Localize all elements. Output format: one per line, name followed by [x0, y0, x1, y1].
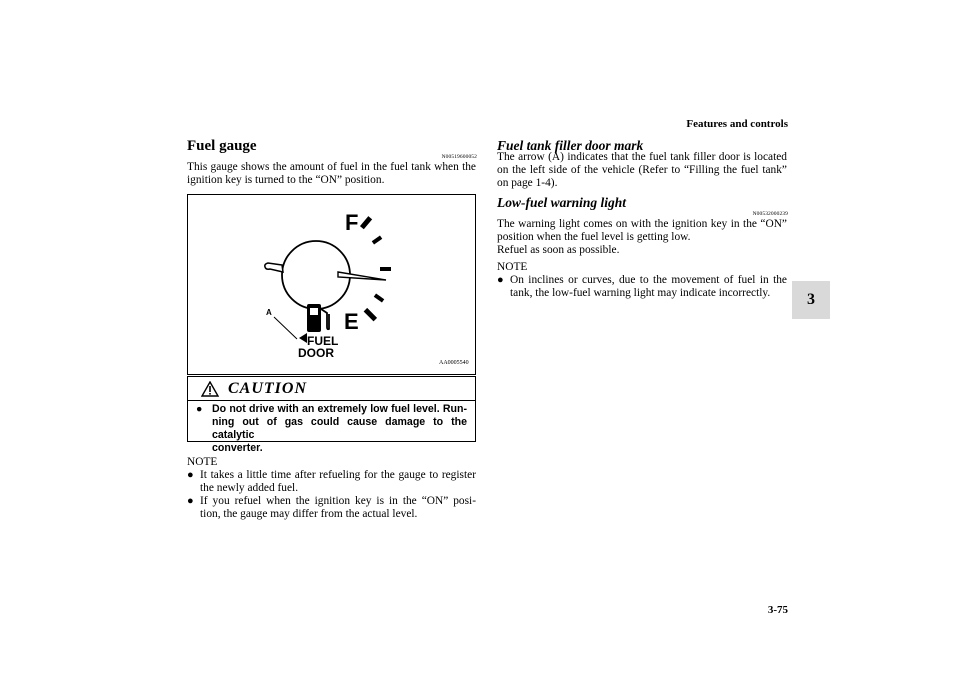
caution-line1: Do not drive with an extremely low fuel level. Run- [212, 403, 467, 415]
note-item [187, 495, 476, 521]
fuel-gauge-code: N00519600052 [441, 154, 477, 160]
low-fuel-line1: The warning light comes on with the ignition key in the “ON” [497, 218, 787, 230]
note-item [497, 274, 787, 300]
low-fuel-code: N00532000239 [752, 211, 788, 217]
note-line1: If you refuel when the ignition key is in the “ON” posi- [200, 495, 476, 507]
caution-divider [188, 400, 475, 401]
fuel-gauge-heading: Fuel gauge [187, 138, 257, 154]
fuel-gauge-intro-line2: ignition key is turned to the “ON” position. [187, 174, 385, 186]
bullet-icon: ● [187, 495, 194, 507]
caution-line3: converter. [212, 442, 263, 454]
fuel-gauge-figure [187, 194, 476, 375]
note-line2: tank, the low-fuel warning light may indicate incorrectly. [510, 287, 771, 300]
filler-line3: on page 1-4). [497, 177, 558, 189]
chapter-tab-number: 3 [807, 291, 815, 308]
figure-code: AA0005540 [439, 360, 469, 366]
fuel-door-arrow [299, 333, 307, 343]
low-fuel-heading: Low-fuel warning light [497, 195, 627, 210]
needle-tail [265, 263, 283, 272]
filler-line2: on the left side of the vehicle (Refer to “Filling the fuel tank” [497, 164, 787, 176]
tick-3q [372, 235, 382, 244]
tick-full [360, 216, 372, 229]
filler-door-heading: Fuel tank filler door mark [497, 138, 644, 153]
page-number: 3-75 [767, 604, 788, 616]
tick-empty [364, 308, 377, 321]
filler-line1: The arrow (A) indicates that the fuel tank filler door is located [497, 151, 787, 163]
note-line1: It takes a little time after refueling for the gauge to register [200, 469, 476, 481]
warning-triangle-icon [201, 381, 219, 397]
caution-title: CAUTION [228, 380, 308, 397]
tick-half [380, 267, 391, 271]
note-label-left: NOTE [187, 456, 218, 468]
pointer-line [274, 317, 297, 339]
caution-box [187, 376, 476, 454]
bullet-icon: ● [497, 274, 504, 286]
page-header-title: Features and controls [686, 118, 788, 130]
full-label: F [345, 210, 359, 235]
note-item [187, 469, 476, 495]
bullet-icon: ● [187, 469, 194, 481]
fuel-gauge-intro-line1: This gauge shows the amount of fuel in the fuel tank when the [187, 161, 476, 173]
caution-item [196, 403, 467, 455]
low-fuel-line2: position when the fuel level is getting low. [497, 231, 691, 243]
caution-line2: ning out of gas could cause damage to the catalytic [212, 416, 467, 441]
fuel-door-label-line2: DOOR [298, 346, 334, 360]
fuel-door-label-line1: FUEL [307, 334, 339, 348]
tick-1q [374, 293, 384, 302]
pointer-label: A [266, 308, 272, 317]
chapter-tab [792, 281, 830, 319]
note-line1: On inclines or curves, due to the movement of fuel in the [510, 274, 787, 286]
note-line2: tion, the gauge may differ from the actual level. [200, 508, 418, 521]
bullet-icon: ● [196, 403, 203, 415]
low-fuel-line3: Refuel as soon as possible. [497, 244, 620, 256]
note-line2: the newly added fuel. [200, 482, 299, 495]
note-label-right: NOTE [497, 261, 528, 273]
fuel-gauge-illustration [188, 195, 475, 374]
empty-label: E [344, 309, 359, 334]
